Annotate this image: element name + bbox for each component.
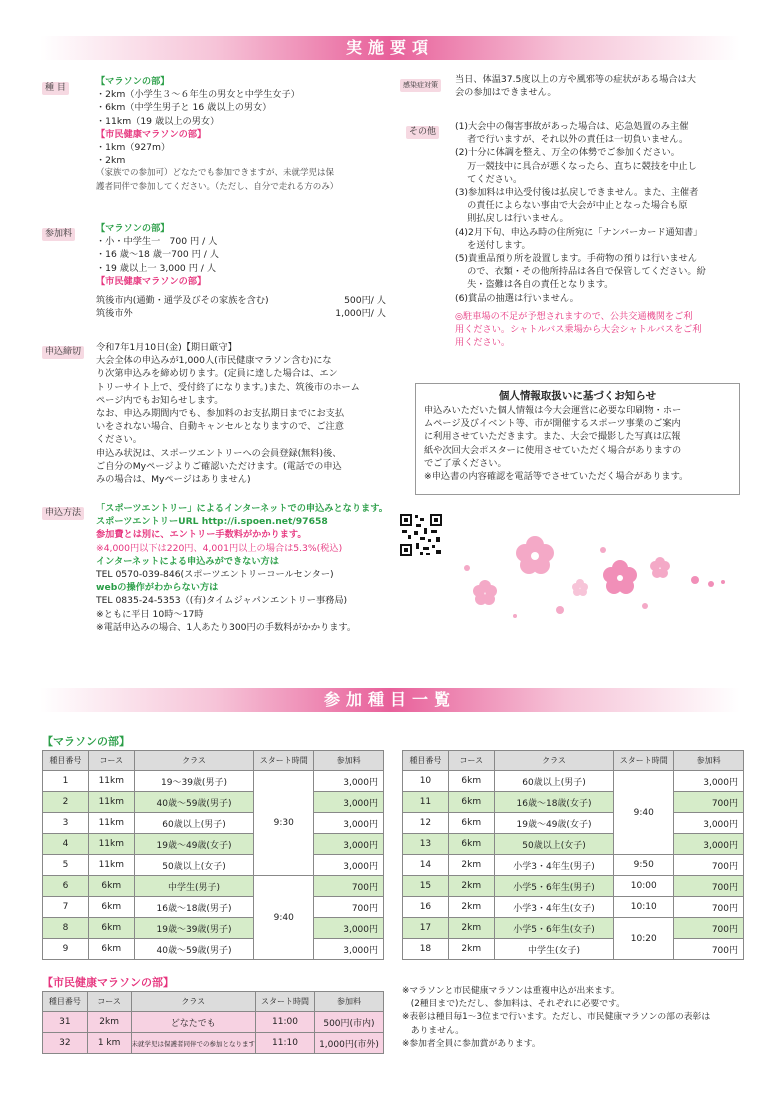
fee: 3,000円	[674, 813, 744, 834]
type-line: ・1km（927m）	[96, 142, 171, 154]
section-banner-top	[40, 36, 740, 60]
table-row	[43, 918, 384, 939]
privacy-box	[415, 383, 740, 495]
col-header-no: 種目番号	[43, 751, 89, 771]
event-number: 16	[403, 897, 449, 918]
privacy-title: 個人情報取扱いに基づくお知らせ	[498, 390, 657, 402]
infection-measures	[455, 73, 696, 99]
fee-row	[96, 307, 386, 320]
other-line: (2)十分に体調を整え、万全の体勢でご参加ください。	[455, 147, 680, 159]
start-time: 10:20	[614, 918, 674, 960]
course: 11km	[88, 834, 134, 855]
course: 2km	[448, 897, 494, 918]
event-number: 31	[43, 1012, 88, 1033]
method-line: TEL 0835-24-5353（(有)タイムジャパンエントリー事務局)	[96, 595, 348, 607]
type-line: 【マラソンの部】	[96, 76, 170, 87]
class: 40歳～59歳(男子)	[134, 939, 254, 960]
deadline-line: ページ内でもお知らせします。	[96, 394, 224, 406]
other-line: (3)参加料は申込受付後は払戻しできません。また、主催者	[455, 187, 699, 199]
class: 60歳以上(男子)	[134, 813, 254, 834]
fee: 3,000円	[314, 918, 384, 939]
event-number: 11	[403, 792, 449, 813]
privacy-line: でご了承ください。	[424, 457, 507, 469]
table-row	[43, 1033, 384, 1054]
course: 6km	[88, 918, 134, 939]
deadline-line: なお、申込み期間内でも、参加料のお支払期日までにお支払	[96, 408, 345, 420]
deadline-info	[96, 341, 360, 486]
citizen-section-title: 【市民健康マラソンの部】	[42, 976, 174, 989]
citizen-fee-rows	[96, 294, 386, 320]
table-row	[43, 939, 384, 960]
event-number: 2	[43, 792, 89, 813]
note-line: ※マラソンと市民健康マラソンは重複申込が出来ます。	[402, 986, 620, 996]
start-time: 11:10	[256, 1033, 315, 1054]
course: 1 km	[87, 1033, 131, 1054]
section-banner-events	[40, 688, 740, 712]
event-number: 8	[43, 918, 89, 939]
table-row	[403, 897, 744, 918]
col-header-fee: 参加料	[314, 751, 384, 771]
method-line: ※4,000円以下は220円、4,001円以上の場合は5.3%(税込)	[96, 542, 343, 554]
class: 中学生(女子)	[494, 939, 614, 960]
deadline-line: ご自分のMyページよりご確認いただけます。(電話での申込	[96, 460, 342, 472]
note-line: ※表彰は種目毎1～3位まで行います。ただし、市民健康マラソンの部の表彰は	[402, 1012, 711, 1023]
course: 2km	[448, 939, 494, 960]
application-method	[96, 502, 388, 634]
course: 11km	[88, 792, 134, 813]
class: 19歳～39歳(男子)	[134, 918, 254, 939]
table-row	[403, 834, 744, 855]
deadline-line: いをされない場合、自動キャンセルとなりますので、ご注意	[96, 421, 344, 433]
event-number: 14	[403, 855, 449, 876]
type-label: 種 目	[42, 82, 69, 95]
course: 6km	[88, 939, 134, 960]
deadline-line: 申込み状況は、スポーツエントリーへの会員登録(無料)後、	[96, 447, 342, 459]
table-row	[43, 813, 384, 834]
course: 6km	[448, 792, 494, 813]
table-row	[403, 771, 744, 792]
marathon-table-right	[402, 750, 744, 960]
fee-line: 【市民健康マラソンの部】	[96, 275, 207, 287]
method-line: 参加費とは別に、エントリー手数料がかかります。	[96, 529, 307, 541]
event-number: 9	[43, 939, 89, 960]
start-time: 9:50	[614, 855, 674, 876]
col-header-fee: 参加料	[314, 992, 383, 1012]
privacy-line: ※申込書の内容確認を電話等でさせていただく場合があります。	[424, 471, 689, 483]
parking-line: ◎駐車場の不足が予想されますので、公共交通機関をご利	[455, 311, 693, 322]
fee: 3,000円	[314, 939, 384, 960]
method-line: ※ともに平日 10時～17時	[96, 608, 204, 620]
other-line: を送付します。	[455, 239, 531, 251]
fee: 1,000円(市外)	[314, 1033, 383, 1054]
infection-line: 当日、体温37.5度以上の方や風邪等の症状がある場合は大	[455, 74, 696, 85]
class: 16歳～18歳(女子)	[494, 792, 614, 813]
privacy-line: 申込みいただいた個人情報は今大会運営に必要な印刷物・ホー	[424, 405, 682, 416]
class: 中学生(男子)	[134, 876, 254, 897]
fee-line: ・16 歳～18 歳一700 円 / 人	[96, 249, 219, 261]
course: 2km	[448, 855, 494, 876]
citizen-table	[42, 991, 384, 1054]
infection-line: 会の参加はできません。	[455, 87, 557, 99]
course: 6km	[448, 813, 494, 834]
table-row	[403, 855, 744, 876]
event-number: 13	[403, 834, 449, 855]
privacy-line: に利用させていただきます。また、大会で撮影した写真は広報	[424, 431, 681, 443]
fee: 3,000円	[314, 771, 384, 792]
col-header-start: スタート時間	[614, 751, 674, 771]
start-time: 9:40	[254, 876, 314, 960]
type-line: 護者同伴で参加してください。（ただし、自分で走れる方のみ）	[96, 181, 339, 192]
other-line: 失・盗難は各自の責任となります。	[455, 279, 614, 291]
parking-line: 用ください。	[455, 337, 511, 349]
class: 小学3・4年生(女子)	[494, 897, 614, 918]
fee-area: 筑後市内(通勤・通学及びその家族を含む)	[96, 295, 269, 306]
fee: 3,000円	[314, 855, 384, 876]
fee-area: 筑後市外	[96, 308, 133, 320]
table-row	[43, 792, 384, 813]
other-line: 則払戻しは行いません。	[455, 213, 569, 225]
other-line: (1)大会中の傷害事故があった場合は、応急処置のみ主催	[455, 121, 689, 132]
method-line: 「スポーツエントリー」によるインターネットでの申込みとなります。	[96, 503, 388, 514]
start-time: 10:00	[614, 876, 674, 897]
class: 50歳以上(女子)	[134, 855, 254, 876]
qr-code[interactable]	[398, 512, 444, 558]
privacy-text	[424, 404, 688, 483]
class: 50歳以上(女子)	[494, 834, 614, 855]
deadline-line: みの場合は、Myページはありません)	[96, 474, 251, 486]
col-header-class: クラス	[134, 751, 254, 771]
fee: 500円(市内)	[314, 1012, 383, 1033]
table-row	[403, 918, 744, 939]
other-line: (6)賞品の抽選は行いません。	[455, 292, 579, 304]
marathon-table-left	[42, 750, 384, 960]
other-line: 万一競技中に具合が悪くなったら、直ちに競技を中止し	[455, 160, 697, 172]
col-header-course: コース	[87, 992, 131, 1012]
class: 19歳～49歳(女子)	[134, 834, 254, 855]
start-time: 9:30	[254, 771, 314, 876]
class: 19歳～49歳(女子)	[494, 813, 614, 834]
class: 小学5・6年生(男子)	[494, 876, 614, 897]
other-line: の責任によらない事由で大会が中止となった場合も原	[455, 200, 688, 212]
start-time: 11:00	[256, 1012, 315, 1033]
method-line: ※電話申込みの場合、1人あたり300円の手数料がかかります。	[96, 621, 357, 633]
table-row	[43, 897, 384, 918]
table-row	[403, 939, 744, 960]
fee-amount: 500円/ 人	[344, 295, 386, 306]
note-line: ありません。	[402, 1025, 465, 1036]
table-row	[43, 1012, 384, 1033]
fee: 700円	[674, 876, 744, 897]
col-header-no: 種目番号	[403, 751, 449, 771]
note-line: (2種目まで)ただし、参加料は、それぞれに必要です。	[402, 999, 625, 1010]
fee-line: 【マラソンの部】	[96, 223, 170, 234]
fee-label: 参加料	[42, 228, 75, 241]
event-number: 12	[403, 813, 449, 834]
fee: 3,000円	[314, 813, 384, 834]
section-title-events: 参加種目一覧	[323, 690, 456, 709]
course: 2km	[448, 918, 494, 939]
privacy-line: 紙や次回大会ポスターに使用させていただく場合がありますの	[424, 444, 682, 456]
class: 60歳以上(男子)	[494, 771, 614, 792]
course: 11km	[88, 855, 134, 876]
deadline-line: り次第申込みを締め切ります。(定員に達した場合は、エン	[96, 368, 338, 380]
class: 小学5・6年生(女子)	[494, 918, 614, 939]
parking-notice	[455, 310, 701, 350]
table-row	[43, 855, 384, 876]
event-number: 17	[403, 918, 449, 939]
event-number: 18	[403, 939, 449, 960]
deadline-line: 大会全体の申込みが1,000人(市民健康マラソン含む)にな	[96, 355, 332, 367]
fee-info	[96, 222, 219, 288]
col-header-no: 種目番号	[43, 992, 88, 1012]
other-line: (5)貴重品預り所を設置します。手荷物の預りは行いません	[455, 253, 697, 265]
other-line: ので、衣類・その他所持品は各自で保管してください。紛	[455, 266, 706, 278]
cherry-blossom-decoration	[455, 528, 745, 628]
section-title-top: 実施要項	[345, 38, 434, 57]
fee: 700円	[674, 855, 744, 876]
course: 6km	[448, 771, 494, 792]
fee: 700円	[674, 792, 744, 813]
fee-row	[96, 294, 386, 307]
other-label: その他	[406, 126, 439, 139]
col-header-course: コース	[88, 751, 134, 771]
event-types	[96, 75, 338, 194]
type-line: （家族での参加可）どなたでも参加できますが、未就学児は保	[96, 168, 335, 179]
infection-label: 感染症対策	[400, 79, 441, 92]
other-line: てください。	[455, 173, 523, 185]
col-header-course: コース	[448, 751, 494, 771]
event-number: 6	[43, 876, 89, 897]
class: どなたでも	[131, 1012, 256, 1033]
table-row	[43, 834, 384, 855]
type-line: ・6km（中学生男子と 16 歳以上の男女）	[96, 102, 272, 114]
event-number: 32	[43, 1033, 88, 1054]
col-header-class: クラス	[494, 751, 614, 771]
col-header-fee: 参加料	[674, 751, 744, 771]
class: 未就学児は保護者同伴での参加となります	[131, 1033, 256, 1054]
fee: 3,000円	[674, 834, 744, 855]
type-line: ・2km（小学生３～６年生の男女と中学生女子）	[96, 89, 300, 101]
method-line: webの操作がわからない方は	[96, 582, 219, 594]
event-number: 4	[43, 834, 89, 855]
event-number: 7	[43, 897, 89, 918]
event-number: 5	[43, 855, 89, 876]
fee: 700円	[314, 897, 384, 918]
course: 2km	[448, 876, 494, 897]
marathon-section-title: 【マラソンの部】	[42, 735, 130, 748]
course: 6km	[88, 876, 134, 897]
method-line: スポーツエントリーURL http://i.spoen.net/97658	[96, 516, 328, 528]
col-header-class: クラス	[131, 992, 256, 1012]
type-line: 【市民健康マラソンの部】	[96, 128, 207, 140]
class: 16歳～18歳(男子)	[134, 897, 254, 918]
method-line: インターネットによる申込みができない方は	[96, 555, 279, 567]
event-number: 3	[43, 813, 89, 834]
method-label: 申込方法	[42, 507, 84, 520]
method-line: TEL 0570-039-846(スポーツエントリーコールセンター)	[96, 569, 334, 581]
start-time: 10:10	[614, 897, 674, 918]
col-header-start: スタート時間	[256, 992, 315, 1012]
note-line: ※参加者全員に参加賞があります。	[402, 1038, 541, 1049]
fee-line: ・19 歳以上一 3,000 円 / 人	[96, 262, 217, 274]
deadline-line: ください。	[96, 434, 142, 446]
class: 19～39歳(男子)	[134, 771, 254, 792]
fee: 3,000円	[314, 792, 384, 813]
other-line: 者で行いますが、それ以外の責任は一切負いません。	[455, 134, 689, 146]
start-time: 9:40	[614, 771, 674, 855]
table-row	[403, 792, 744, 813]
table-row	[403, 876, 744, 897]
fee: 3,000円	[314, 834, 384, 855]
course: 6km	[88, 897, 134, 918]
fee-line: ・小・中学生一 700 円 / 人	[96, 236, 218, 248]
table-row	[43, 876, 384, 897]
deadline-label: 申込締切	[42, 346, 84, 359]
parking-line: 用ください。シャトルバス乗場から大会シャトルバスをご利	[455, 324, 702, 336]
fee: 700円	[674, 918, 744, 939]
deadline-line: トリーサイト上で、受付終了になります。)また、筑後市のホーム	[96, 381, 360, 393]
event-number: 1	[43, 771, 89, 792]
fee: 700円	[674, 939, 744, 960]
deadline-line: 令和7年1月10日(金)【期日厳守】	[96, 342, 237, 353]
fee: 700円	[314, 876, 384, 897]
table-row	[403, 813, 744, 834]
fee: 700円	[674, 897, 744, 918]
course: 6km	[448, 834, 494, 855]
type-line: ・11km（19 歳以上の男女）	[96, 115, 220, 127]
event-number: 10	[403, 771, 449, 792]
class: 小学3・4年生(男子)	[494, 855, 614, 876]
table-row	[43, 771, 384, 792]
other-line: (4)2月下旬、申込み時の住所宛に「ナンバーカード通知書」	[455, 226, 703, 238]
course: 11km	[88, 771, 134, 792]
col-header-start: スタート時間	[254, 751, 314, 771]
course: 2km	[87, 1012, 131, 1033]
class: 40歳～59歳(男子)	[134, 792, 254, 813]
fee: 3,000円	[674, 771, 744, 792]
type-line: ・2km	[96, 155, 126, 167]
event-number: 15	[403, 876, 449, 897]
other-notes	[455, 120, 706, 305]
table-notes	[402, 985, 710, 1051]
fee-amount: 1,000円/ 人	[335, 308, 386, 320]
privacy-line: ムページ及びイベント等、市が開催するスポーツ事業のご案内	[424, 418, 681, 430]
course: 11km	[88, 813, 134, 834]
